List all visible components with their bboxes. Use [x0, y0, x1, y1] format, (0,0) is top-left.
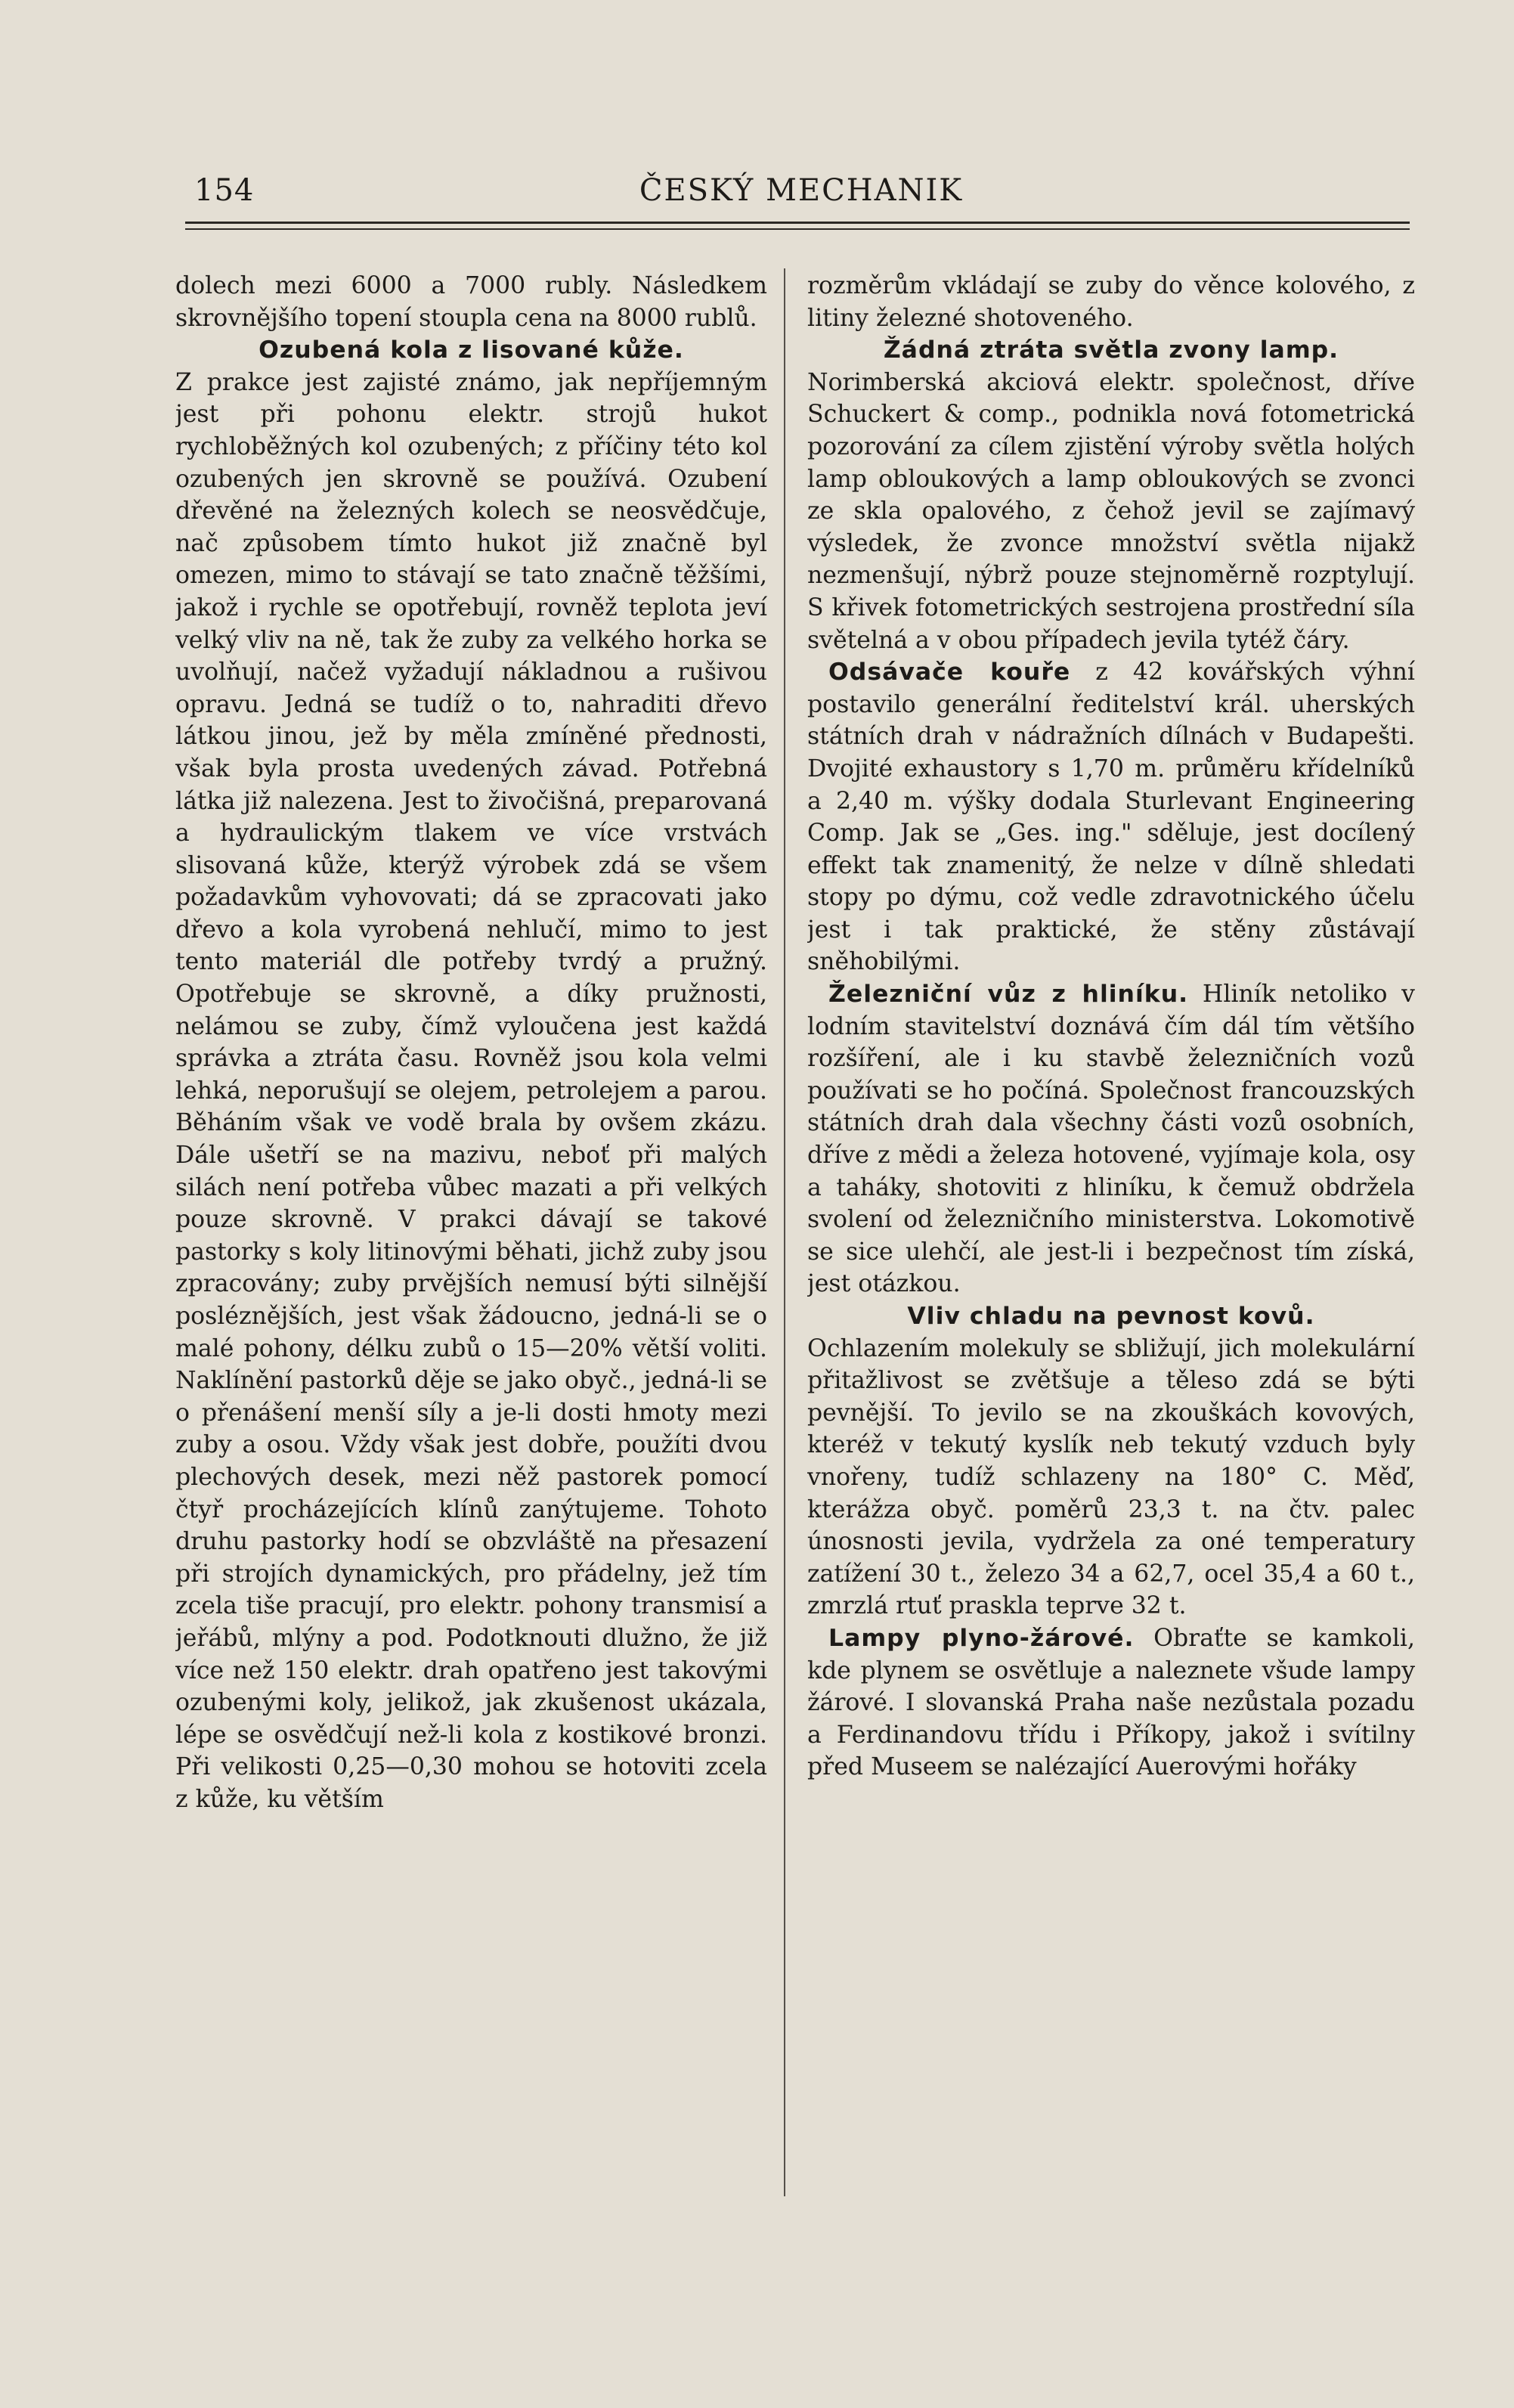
- page-header: [185, 170, 1417, 215]
- section-text: Norimberská akciová elektr. společnost, dříve Schuckert & comp., podnikla nová fotometrická pozorování za cílem zjistění výroby světla holých lamp obloukových a lamp obloukových se zvonci ze skla opalového, z čehož jevil se zajímavý výsledek, že zvonce množství světla nijakž nezmenšují, nýbrž pouze stejnoměrně rozptylují. S křivek fotometrických sestrojena prostřední síla světelná a v obou případech jevila tytéž čáry.: [807, 368, 1415, 654]
- right-section-cold-strength: [807, 1300, 1415, 1622]
- left-column: [175, 270, 767, 2205]
- section-heading: Žádná ztráta světla zvony lamp.: [883, 336, 1339, 364]
- right-section-gas-lamps: [807, 1622, 1415, 1784]
- section-heading: Železniční vůz z hliníku.: [828, 981, 1189, 1009]
- left-section-leather-gears: [175, 334, 767, 1815]
- right-section-smoke-exhaust: [807, 656, 1415, 978]
- header-rule-top: [185, 222, 1410, 224]
- section-heading: Odsávače kouře: [828, 659, 1071, 686]
- journal-title: ČESKÝ MECHANIK: [639, 173, 964, 208]
- left-paragraph-1: dolech mezi 6000 a 7000 rubly. Následkem skrovnějšího topení stoupla cena na 8000 rublů.: [175, 272, 767, 332]
- section-heading: Lampy plyno-žárové.: [828, 1624, 1135, 1652]
- section-text: Hliník netoliko v lodním stavitelství doznává čím dál tím většího rozšíření, ale i ku stavbě železničních vozů používati se ho počíná. Společnost francouzských státních drah dala všechny části vozů osobních, dříve z mědi a železa hotovené, vyjímaje kola, osy a taháky, shotoviti z hliníku, k čemuž obdržela svolení od železničního ministerstva. Lokomotivě se sice ulehčí, ale jest-li i bezpečnost tím získá, jest otázkou.: [807, 981, 1415, 1298]
- header-rule-bottom: [185, 228, 1410, 230]
- right-paragraph-1: rozměrům vkládají se zuby do věnce kolového, z litiny železné shotoveného.: [807, 272, 1415, 332]
- right-column: [807, 270, 1415, 2205]
- section-heading: Ozubená kola z lisované kůže.: [259, 336, 684, 364]
- page-number: 154: [194, 173, 255, 208]
- section-text: Z prakce jest zajisté známo, jak nepříjemným jest při pohonu elektr. strojů hukot rychloběžných kol ozubených; z příčiny této kol ozubených jen skrovně se používá. Ozubení dřevěné na železných kolech se neosvědčuje, nač způsobem tímto hukot již značně byl omezen, mimo to stávají se tato značně těžšími, jakož i rychle se opotřebují, rovněž teplota jeví velký vliv na ně, tak že zuby za velkého horka se uvolňují, načež vyžadují nákladnou a rušivou opravu. Jedná se tudíž o to, nahraditi dřevo látkou jinou, jež by měla zmíněné přednosti, však byla prosta uvedených závad. Potřebná látka již nalezena. Jest to živočišná, preparovaná a hydraulickým tlakem ve více vrstvách slisovaná kůže, kterýž výrobek zdá se všem požadavkům vyhovovati; dá se zpracovati jako dřevo a kola vyrobená nehlučí, mimo to jest tento materiál dle potřeby tvrdý a pružný. Opotřebuje se skrovně, a díky pružnosti, nelámou se zuby, čímž vyloučena jest každá správka a ztráta času. Rovněž jsou kola velmi lehká, neporušují se olejem, petrolejem a parou. Běháním však ve vodě brala by ovšem zkázu. Dále ušetří se na mazivu, neboť při malých silách není potřeba vůbec mazati a při velkých pouze skrovně. V prakci dávají se takové pastorky s koly litinovými běhati, jichž zuby jsou zpracovány; zuby prvějších nemusí býti silnější posléznějších, jest však žádoucno, jedná-li se o malé pohony, délku zubů o 15—20% větší voliti. Naklínění pastorků děje se jako obyč., jedná-li se o přenášení menší síly a je-li dosti hmoty mezi zuby a osou. Vždy však jest dobře, použíti dvou plechových desek, mezi něž pastorek pomocí čtyř procházejících klínů zanýtujeme. Tohoto druhu pastorky hodí se obzvláště na přesazení při strojích dynamických, pro přádelny, jež tím zcela tiše pracují, pro elektr. pohony transmisí a jeřábů, mlýny a pod. Podotknouti dlužno, že již více než 150 elektr. drah opatřeno jest takovými ozubenými koly, jelikož, jak zkušenost ukázala, lépe se osvědčují než-li kola z kostikové bronzi. Při velikosti 0,25—0,30 mohou se hotoviti zcela z kůže, ku větším: [175, 368, 767, 1813]
- section-text: Ochlazením molekuly se sbližují, jich molekulární přitažlivost se zvětšuje a těleso zdá se býti pevnější. To jevilo se na zkouškách kovových, kteréž v tekutý kyslík neb tekutý vzduch byly vnořeny, tudíž schlazeny na 180° C. Měď, kterážza obyč. poměrů 23,3 t. na čtv. palec únosnosti jevila, vydržela za oné temperatury zatížení 30 t., železo 34 a 62,7, ocel 35,4 a 60 t., zmrzlá rtuť praskla teprve 32 t.: [807, 1334, 1415, 1620]
- right-section-aluminium-car: [807, 978, 1415, 1300]
- column-divider: [784, 268, 785, 2196]
- right-section-lamp-light: [807, 334, 1415, 656]
- section-text: z 42 kovářských výhní postavilo generální ředitelství král. uherských státních drah v nádražních dílnách v Budapešti. Dvojité exhaustory s 1,70 m. průměru křídelníků a 2,40 m. výšky dodala Sturlevant Engineering Comp. Jak se „Ges. ing." sděluje, jest docílený effekt tak znamenitý, že nelze v dílně shledati stopy po dýmu, což vedle zdravotnického účelu jest i tak praktické, že stěny zůstávají sněhobilými.: [807, 659, 1415, 976]
- section-heading: Vliv chladu na pevnost kovů.: [907, 1303, 1315, 1330]
- section-text: Obraťte se kamkoli, kde plynem se osvětluje a naleznete všude lampy žárové. I slovanská Praha naše nezůstala pozadu a Ferdinandovu třídu i Příkopy, jakož i svítilny před Museem se nalézající Auerovými hořáky: [807, 1624, 1415, 1781]
